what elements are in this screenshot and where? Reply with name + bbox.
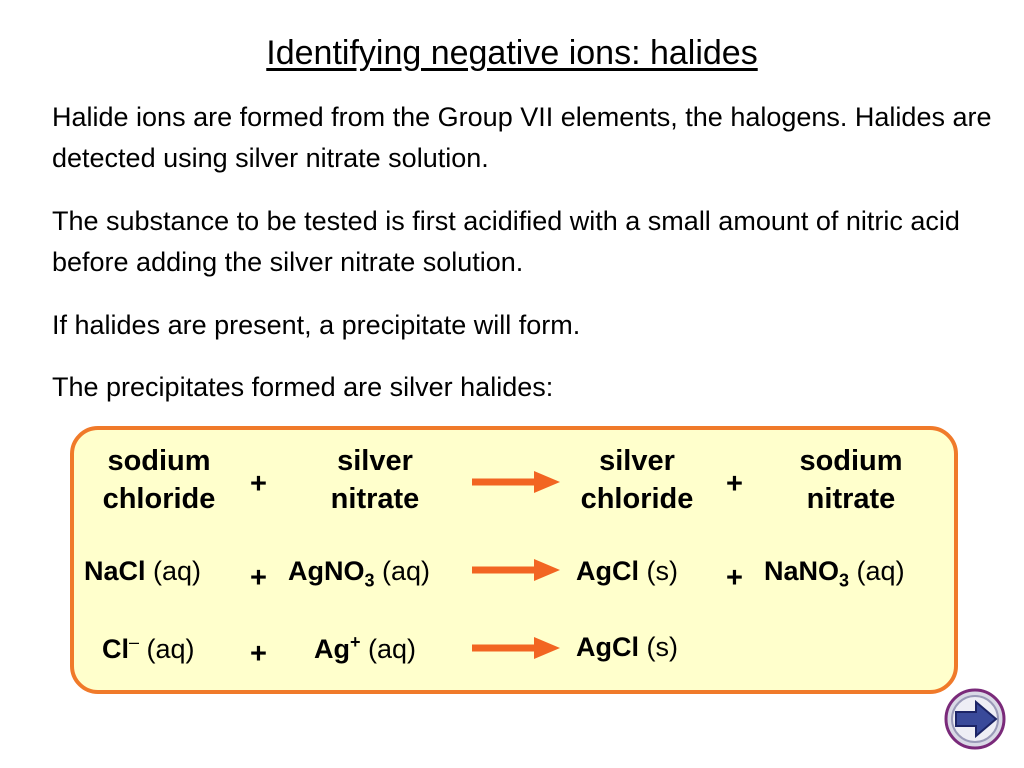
symbol-reactant-agno3 bbox=[288, 556, 430, 591]
ion-formula: Ag bbox=[314, 634, 350, 664]
ionic-silver-ion bbox=[314, 632, 416, 665]
plus-sign: + bbox=[250, 638, 267, 670]
state-symbol: (s) bbox=[646, 556, 678, 586]
intro-paragraph: Halide ions are formed from the Group VII elements, the halogens. Halides are detected using silver nitrate solution. bbox=[52, 102, 992, 173]
reaction-arrow-icon bbox=[472, 558, 562, 582]
word-line: sodium bbox=[107, 445, 211, 477]
formula: NaCl bbox=[84, 556, 146, 586]
ionic-product-agcl bbox=[576, 632, 678, 663]
word-line: nitrate bbox=[806, 483, 896, 515]
word-line: silver bbox=[337, 445, 413, 477]
symbol-product-agcl bbox=[576, 556, 678, 587]
word-line: sodium bbox=[799, 445, 903, 477]
state-symbol: (s) bbox=[646, 632, 678, 662]
ion-formula: Cl bbox=[102, 634, 129, 664]
state-symbol: (aq) bbox=[382, 556, 431, 586]
formula: AgCl bbox=[576, 632, 639, 662]
word-line: chloride bbox=[102, 483, 216, 515]
reaction-box bbox=[70, 426, 958, 694]
ion-charge: + bbox=[350, 632, 361, 652]
formula: AgCl bbox=[576, 556, 639, 586]
word-reactant-sodium-chloride bbox=[82, 442, 236, 518]
page-title: Identifying negative ions: halides bbox=[266, 34, 758, 72]
plus-sign: + bbox=[726, 562, 743, 594]
state-symbol: (aq) bbox=[368, 634, 417, 664]
next-arrow-icon[interactable] bbox=[944, 688, 1006, 750]
silver-halides-paragraph: The precipitates formed are silver halides: bbox=[52, 372, 554, 402]
precipitate-paragraph: If halides are present, a precipitate will form. bbox=[52, 310, 581, 340]
subscript: 3 bbox=[839, 570, 850, 591]
plus-sign: + bbox=[726, 468, 743, 500]
plus-sign: + bbox=[250, 468, 267, 500]
state-symbol: (aq) bbox=[856, 556, 905, 586]
formula: AgNO bbox=[288, 556, 365, 586]
state-symbol: (aq) bbox=[153, 556, 202, 586]
state-symbol: (aq) bbox=[146, 634, 195, 664]
word-product-sodium-nitrate bbox=[780, 442, 922, 518]
symbol-reactant-nacl bbox=[84, 556, 201, 587]
word-line: silver bbox=[599, 445, 675, 477]
plus-sign: + bbox=[250, 562, 267, 594]
word-line: nitrate bbox=[330, 483, 420, 515]
ionic-chloride-ion bbox=[102, 632, 195, 665]
ion-charge: – bbox=[129, 632, 140, 652]
word-product-silver-chloride bbox=[562, 442, 712, 518]
acidify-paragraph: The substance to be tested is first acidified with a small amount of nitric acid before adding the silver nitrate solution. bbox=[52, 206, 960, 277]
reaction-arrow-icon bbox=[472, 470, 562, 494]
word-reactant-silver-nitrate bbox=[310, 442, 440, 518]
word-line: chloride bbox=[580, 483, 694, 515]
reaction-arrow-icon bbox=[472, 636, 562, 660]
symbol-product-nano3 bbox=[764, 556, 905, 591]
formula: NaNO bbox=[764, 556, 840, 586]
subscript: 3 bbox=[364, 570, 375, 591]
